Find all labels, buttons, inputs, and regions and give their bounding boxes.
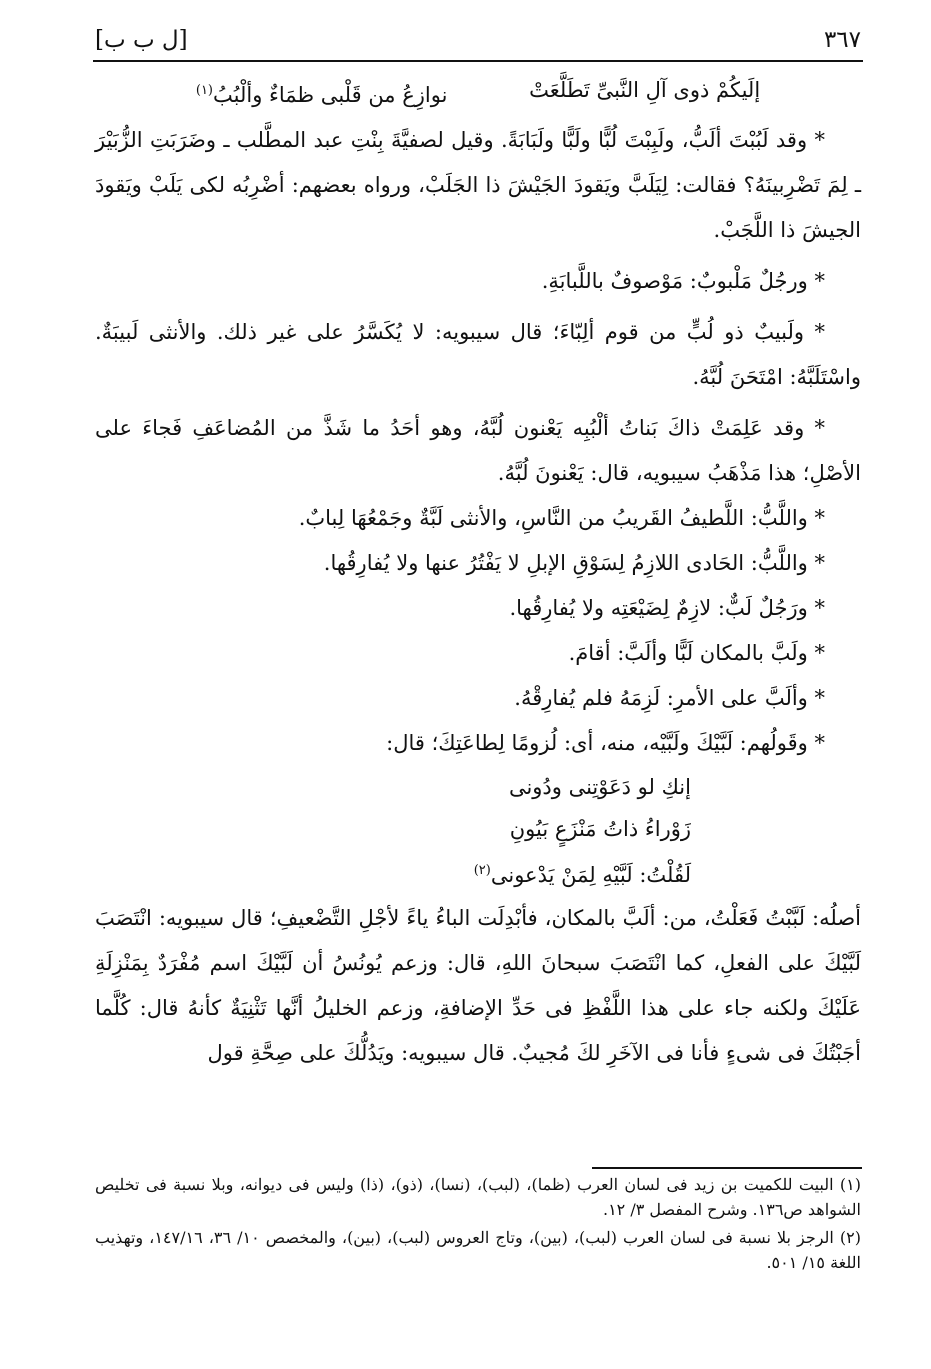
poem-verse [95, 68, 861, 118]
rajaz-line-text: لَقُلْتُ: لَبَّيْهِ لِمَنْ يَدْعونى [490, 863, 691, 887]
footnote-rule [592, 1167, 862, 1169]
root-label: [ل ب ب] [95, 27, 188, 53]
rajaz-verse [95, 766, 861, 896]
footnote-ref-2: (٢) [473, 863, 491, 878]
verse-hemistich-right: إلَيكُمْ ذوى آلِ النَّبىِّ تَطَلَّعَتْ [529, 78, 761, 102]
paragraph: * ورَجُلٌ لَبٌّ: لازِمٌ لِضَيْعَتِه ولا يُفارِقُها. [509, 596, 825, 620]
paragraph: * وقد عَلِمَتْ ذاكَ بَناتُ ألْبُبِه يَعْنون لُبَّهُ، وهو أحَدُ ما شَذَّ من المُضاعَفِ فَجاءَ على الأصْلِ؛ هذا مَذْهَبُ سيبويه، قال: يَعْنونَ لُبَّهُ. [95, 416, 861, 485]
paragraph: * وقد لَبُبْتَ ألَبُّ، ولَبِبْتَ لُبًّا ولَبًّا ولَبَابَةً. وقيل لصفيَّةَ بِنْتِ عبد المطَّلب ـ وضَرَبَتِ الزُّبَيْرَ ـ لِمَ تَضْرِبينَهُ؟ فقالت: لِيَلَبَّ ويَقودَ الجَيْشَ ذا الجَلَبْ، ورواه بعضهم: أضْرِبُه لكى يَلَبْ ويَقودَ الجيشَ ذا اللَّجَبْ. [95, 128, 861, 242]
paragraph: * ولَبَّ بالمكان لَبًّا وألَبَّ: أقامَ. [568, 641, 825, 665]
rajaz-line: إنكِ لو دَعَوْتِنى ودُونى [508, 775, 691, 799]
verse-hemistich-left-text: نوازِعُ من قَلْبى ظمَاءٌ وألْبُبُ [213, 83, 448, 107]
footnote-1: (١) البيت للكميت بن زيد فى لسان العرب (ظما)، (لبب)، (نسا)، (ذو)، (ذا) وليس فى ديوانه، وبلا نسبة فى تخليص الشواهد ص١٣٦. وشرح المفصل ٣/ ١٢. [95, 1175, 862, 1219]
rajaz-line [95, 850, 691, 896]
footnote-ref-1: (١) [195, 83, 213, 98]
rajaz-line: زَوْراءُ ذاتُ مَنْزَعٍ بَيُونِ [509, 817, 691, 841]
footnotes [95, 1172, 861, 1278]
paragraph: * وقَولُهم: لَبَّيْكَ ولَبَّيْه، منه، أى: لُزومًا لِطاعَتِكَ؛ قال: [386, 731, 825, 755]
paragraph: * وألَبَّ على الأمرِ: لَزِمَهُ فلم يُفارِقْهُ. [514, 686, 825, 710]
paragraph: * ولَبيبٌ ذو لُبٍّ من قوم ألِبّاءَ؛ قال سيبويه: لا يُكَسَّرُ على غير ذلك. والأنثى لَبيبَةٌ. واسْتَلَبَّهُ: امْتَحَنَ لُبَّهُ. [95, 320, 861, 389]
page-header [95, 22, 861, 58]
footnote-2: (٢) الرجز بلا نسبة فى لسان العرب (لبب)، (بين)، وتاج العروس (لبب)، (بين)، والمخصص ١٠/ ٣٦، ١٤٧/١٦، وتهذيب اللغة ١٥/ ٥٠١. [95, 1228, 862, 1272]
page-number: ٣٦٧ [823, 27, 861, 53]
main-text [95, 68, 861, 1076]
paragraph: * ورجُلٌ مَلْبوبٌ: مَوْصوفٌ باللَّبابَةِ. [541, 269, 825, 293]
paragraph: * واللَّبُّ: الحَادى اللازِمُ لِسَوْقِ الإبلِ لا يَفْتُرُ عنها ولا يُفارِقُها. [323, 551, 825, 575]
paragraph: * واللَّبُّ: اللَّطيفُ القَريبُ من النَّاسِ، والأنثى لَبَّةٌ وجَمْعُهَا لِبابٌ. [298, 506, 825, 530]
header-rule [93, 60, 863, 62]
verse-hemistich-left [196, 68, 448, 118]
closing-paragraph: أصلُه: لَبَّبْتُ فَعَلْتُ، من: ألَبَّ بالمكان، فأبْدِلَت الباءُ ياءً لأجْلِ التَّضْعيفِ؛ قال سيبويه: انْتَصَبَ لَبَّيْكَ على الفعلِ، كما انْتَصَبَ سبحانَ اللهِ، قال: وزعم يُونُسُ أن لَبَّيْكَ اسم مُفْرَدٌ بِمَنْزِلَةِ عَلَيْكَ ولكنه جاء على هذا اللَّفْظِ فى حَدِّ الإضافةِ، وزعم الخليلُ أنَّها تَثْنِيَةٌ كأنهُ قال: كُلَّما أجَبْتُكَ فى شىءٍ فأنا فى الآخَرِ لكَ مُجيبٌ. قال سيبويه: ويَدُلُّكَ على صِحَّةِ قول [95, 906, 861, 1065]
